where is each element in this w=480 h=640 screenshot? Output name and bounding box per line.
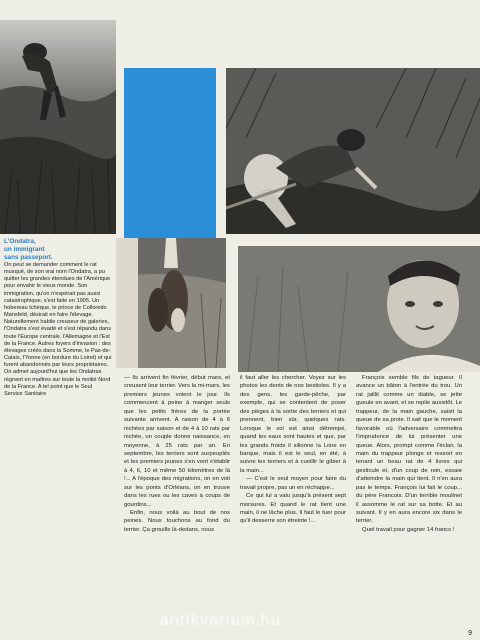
watermark: antikvarium.hu	[160, 612, 281, 629]
article-paragraph: il faut aller les chercher. Voyez sur les photos les dents de nos bestioles. Il y a des gens, les garde-pêche, par exemple, qui se contentent de poser des pièges à la sortie des terriers et qui prennent, bien sûr, quelques rats. Lorsque le sol est ainsi détrempé, quand les eaux sont hautes et que, par les grands froids il sillonne la Loire en barque, mais il est le seul, en été, à suivre les terriers et à cueillir le gibier à la main...	[240, 375, 346, 474]
article-paragraph: — Ils arrivent fin février, début mars, et creusent leur terrier. Vers la mi-mars, les premiers jeunes voient le jour. Ils commencent à peine à manger seuls que les petits frères de la portée suivante arrivent. A raison de 4 à 6 nichées par saison et de 4 à 10 rats par nichée, un couple donne naissance, en moyenne, à 25 rats par an. En septembre, les terriers sont surpeuplés et les premiers jeunes s'en vont s'établir à 4, 6, 10 et même 50 kilomètres de là !... A l'époque des migrations, on en voit sur les ponts d'Orléans, on en trouve dans les rues ou les caves à coups de gourdins...	[124, 375, 230, 508]
article-paragraph: — C'est le seul moyen pour faire du travail propre, pas un en réchappe...	[240, 476, 346, 491]
caption-line: sans passeport.	[4, 254, 53, 261]
article-paragraph: Ce qui lui a valu jusqu'à présent sept morsures. Et quand le rat tient une main, il ne lâche plus. Il faut le tuer pour qu'il desserre son étreinte !...	[240, 493, 346, 525]
article-paragraph: François semble fils de tagueur. Il avance un bâton à l'entrée du trou. Un rat jaillit comme un diable, se jette gueule en avant, et se replie aussitôt. Le trappeur, de la main gauche, saisit la queue de sa proie. Il sait que le moment favorable où l'adversaire commettra l'imprudence de lui présenter une queue. Alors, prompt comme l'éclair, la main du trappeur plonge et ressort en tenant un beau rat de 4 livres qui gesticule et, d'un coup de rein, essaie d'atteindre la main qui tient. Il n'en aura pas le temps. François lui fait le coup... du père Francois. D'un terrible moulinet il assomme le rat sur sa botte. Et au suivant. Il y en aura encore six dans le terrier.	[356, 375, 462, 525]
decorative-blue-block	[124, 68, 216, 238]
photo-trapper-portrait	[238, 246, 480, 372]
photo-man-bending-in-field	[0, 20, 116, 234]
sidebar-paragraph: On peut se demander comment le rat musqué, de son vrai nom l'Ondatra, a pu quitter les grandes étendues de l'Amérique pour envahir le vieux monde. Son immigration, qu'on n'espérait pas aussi catastrophique, s'est faite en 1905. Un hobereau tchèque, le prince de Colloredo Mansfeld, désirait en faire l'élevage. Naturellement habile creuseur de galeries, l'Ondatra s'est évadé et s'est répandu dans toute l'Europe centrale, l'Allemagne et l'Est de la France. Autres foyers d'invasion : des élevages créés dans la Somme, le Pas-de-Calais, l'Yonne (en bordure du Loiret) et qui furent abandonnés par leurs propriétaires. On admet aujourd'hui que les Ondatras règnent en maîtres sur toute la moitié Nord de la France. A tel point que le Seul Service Sanitaire	[4, 262, 112, 397]
article-paragraph: Quel travail pour gagner 14 francs !	[362, 526, 455, 533]
photo-man-digging-burrow	[226, 68, 480, 234]
photo-caption	[4, 238, 112, 262]
article-paragraph: Enfin, nous voilà au bout de nos peines. Nous touchons au fond du terrier. Ça grouille là-dedans, nous	[124, 510, 230, 533]
article-column-1	[124, 374, 230, 636]
caption-line: un immigrant	[4, 246, 45, 253]
caption-line: L'Ondatra,	[4, 238, 36, 245]
photo-hand-holding-rat	[116, 238, 226, 368]
page-number: 9	[468, 630, 472, 637]
article-column-2	[240, 374, 346, 636]
article-column-3	[356, 374, 462, 636]
sidebar-article	[4, 262, 112, 634]
